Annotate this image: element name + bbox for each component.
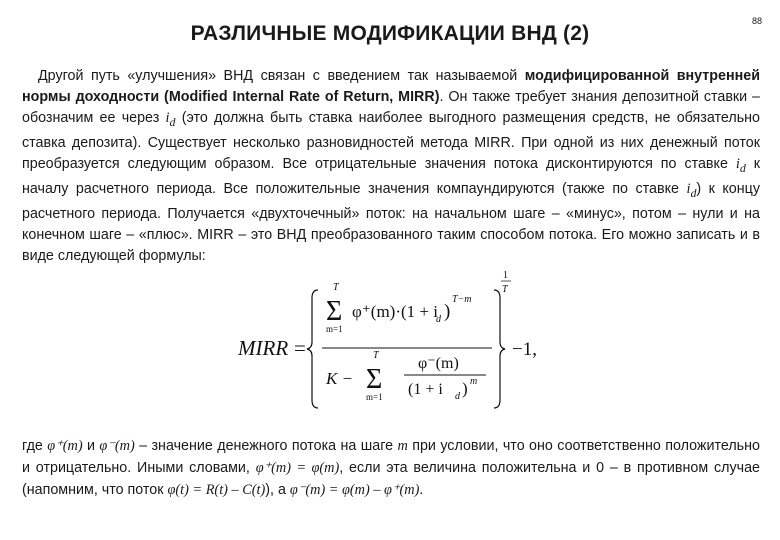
text-run: Другой путь «улучшения» ВНД связан с введением так называемой — [38, 68, 525, 84]
text-run: , если эта величина положительна и 0 – в противном случае (напомним, что поток — [22, 460, 760, 498]
text-run: ), а — [265, 482, 290, 498]
text-run: и — [82, 438, 100, 454]
text-run: . — [419, 482, 424, 498]
math-run: φ⁺(m) — [47, 438, 83, 454]
right-brace — [494, 290, 505, 408]
text-run: ) к концу расчетного периода. Получается «двухточечный» поток: на начальном шаге – «минус», потом – нули и на конечном шаге – «плюс». MIRR – это ВНД преобразованного таким способом потока. Его можно записать и в виде следующей формулы: — [22, 180, 760, 264]
var-id: $i_d$ — [686, 180, 697, 200]
text-run: при условии, что оно соответственно положительно и отрицательно. Иными словами, — [22, 438, 760, 476]
formula-eq: = — [294, 336, 306, 360]
text-run: – значение денежного потока на шаге — [134, 438, 398, 454]
den-denominator: (1 + i — [408, 381, 443, 398]
numerator-exponent: T−m — [452, 294, 472, 305]
mirr-formula — [230, 268, 560, 418]
math-run: φ⁻(m) = φ(m) – φ⁺(m) — [289, 482, 420, 498]
math-run: m — [397, 438, 408, 454]
den-denominator-close: ) — [462, 379, 468, 398]
sum-lower: m=1 — [326, 324, 343, 334]
var-id: $i_d$ — [165, 110, 176, 129]
math-run: φ(t) = R(t) – C(t) — [167, 482, 266, 498]
var-id: $i_d$ — [735, 155, 746, 175]
left-brace — [307, 290, 318, 408]
sum-upper: T — [333, 282, 339, 293]
numerator-close: ) — [444, 301, 451, 322]
formula-lhs: MIRR — [238, 336, 289, 360]
text-run: к началу расчетного периода. Все положительные значения компаундируются (также по ставке — [22, 155, 760, 197]
subscript-d: d — [436, 314, 441, 325]
den-exponent: m — [470, 376, 478, 387]
den-sum-symbol: Σ — [366, 364, 383, 395]
body-paragraph — [22, 66, 760, 267]
slide-title: РАЗЛИЧНЫЕ МОДИФИКАЦИИ ВНД (2) — [190, 22, 590, 45]
formula-tail: −1, — [512, 339, 537, 360]
page-number: 88 — [751, 16, 762, 26]
den-numerator: φ⁻(m) — [418, 355, 459, 372]
sum-symbol: Σ — [326, 296, 343, 327]
bold-term: модифицированной внутренней нормы доходности (Modified Internal Rate of Return, MIRR) — [22, 68, 761, 105]
outer-exp-num: 1 — [503, 270, 508, 281]
formula-explanation — [22, 435, 760, 501]
denominator-k: K − — [326, 369, 354, 388]
math-run: φ⁺(m) = φ(m) — [255, 460, 340, 476]
den-subscript-d: d — [455, 391, 460, 402]
numerator-term: φ⁺(m)·(1 + i — [352, 302, 438, 321]
outer-exp-den: T — [502, 284, 508, 295]
text-run: где — [22, 438, 48, 454]
den-sum-lower: m=1 — [366, 392, 383, 402]
den-sum-upper: T — [373, 350, 379, 361]
text-run: (это должна быть ставка наиболее выгодного размещения средств, не обязательно ставка депозита). Существует несколько разновидностей метода MIRR. При одной из них денежный поток преобразуется следующим образом. Все отрицательные значения потока дисконтируются по ставке — [22, 110, 760, 172]
math-run: φ⁻(m) — [99, 438, 135, 454]
text-run: . Он также требует знания депозитной ставки – обозначим ее через — [22, 89, 760, 126]
